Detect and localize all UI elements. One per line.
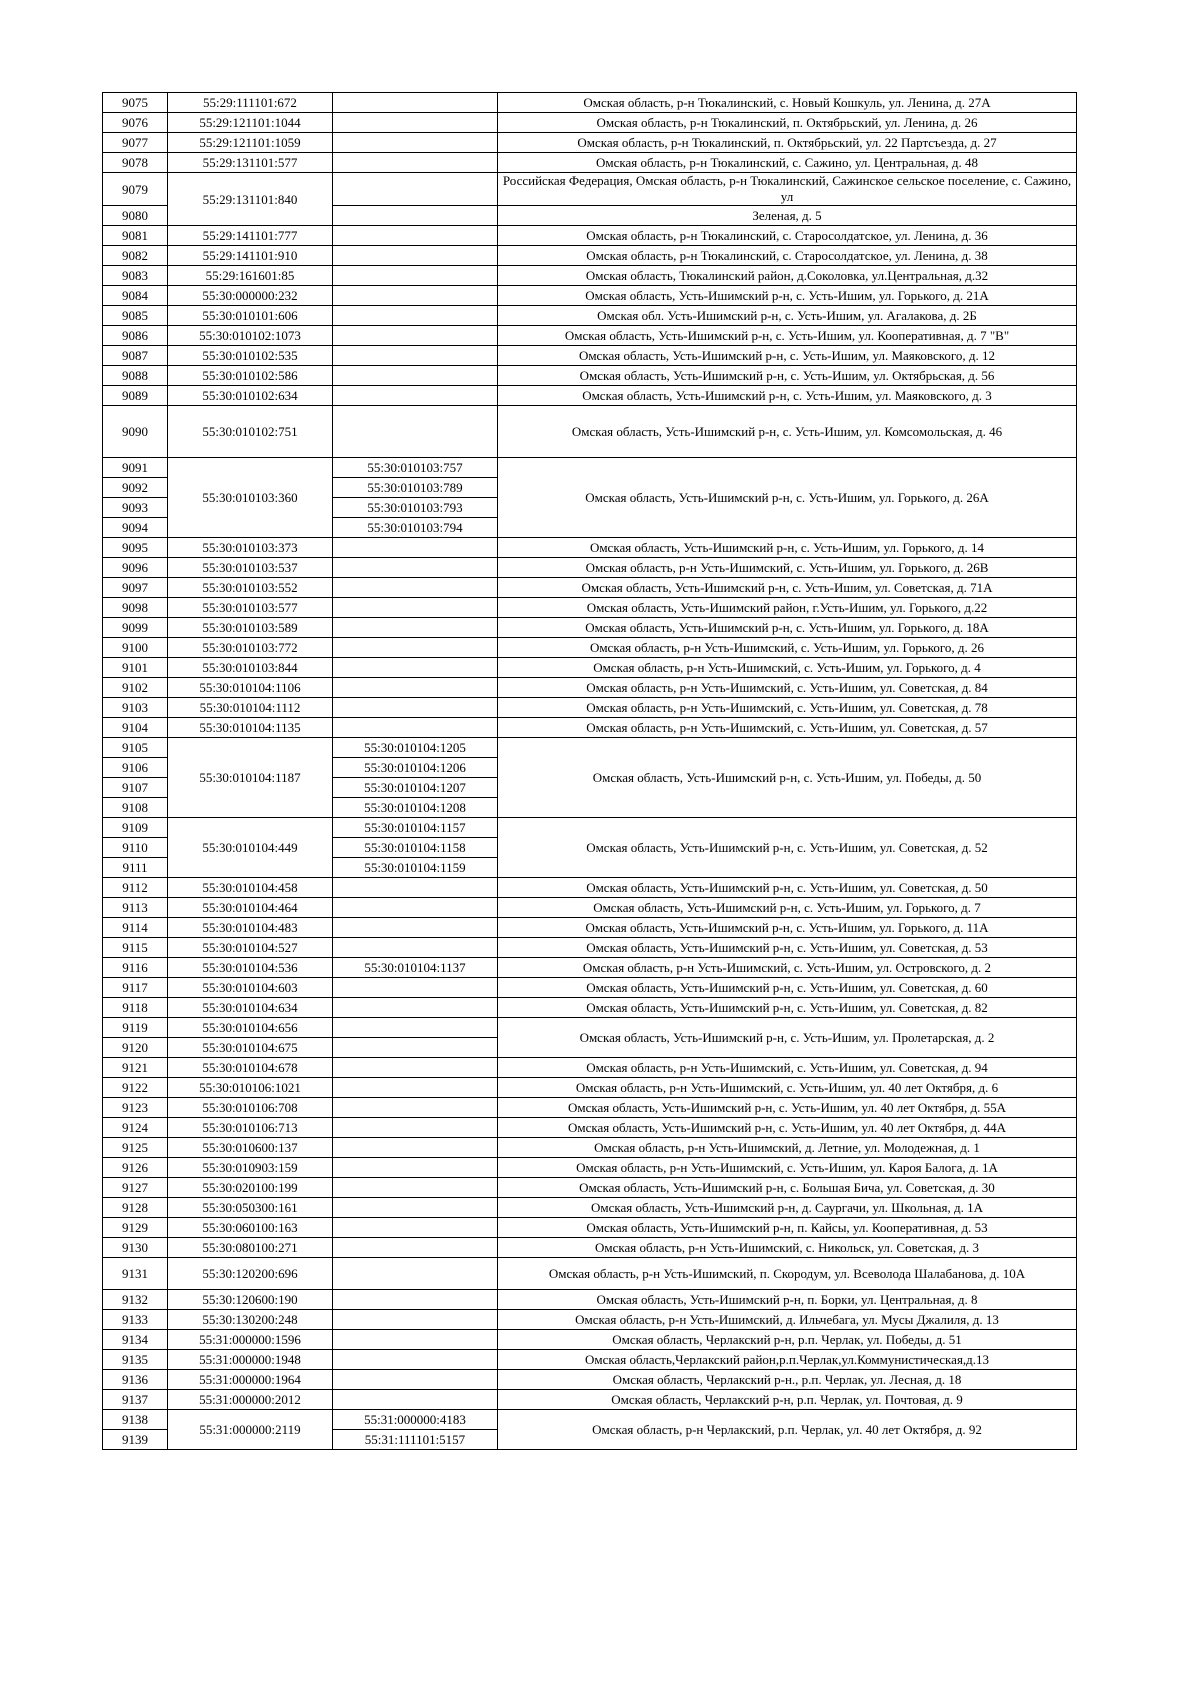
table-row (103, 93, 1077, 113)
cadastral-number-cell: 55:30:010102:535 (168, 346, 333, 366)
table-row (103, 326, 1077, 346)
number-cell: 9110 (103, 838, 168, 858)
number-cell: 9092 (103, 478, 168, 498)
table-row (103, 306, 1077, 326)
linked-cadastral-number-cell (333, 1198, 498, 1218)
table-row (103, 1410, 1077, 1430)
linked-cadastral-number-cell (333, 898, 498, 918)
cadastral-number-cell: 55:30:000000:232 (168, 286, 333, 306)
table-row (103, 898, 1077, 918)
number-cell: 9138 (103, 1410, 168, 1430)
number-cell: 9099 (103, 618, 168, 638)
number-cell: 9075 (103, 93, 168, 113)
address-cell: Омская область, Усть-Ишимский р-н, д. Саургачи, ул. Школьная, д. 1А (498, 1198, 1077, 1218)
table-row (103, 538, 1077, 558)
linked-cadastral-number-cell (333, 226, 498, 246)
address-cell: Омская область, р-н Усть-Ишимский, с. Усть-Ишим, ул. Советская, д. 94 (498, 1058, 1077, 1078)
linked-cadastral-number-cell (333, 538, 498, 558)
number-cell: 9124 (103, 1118, 168, 1138)
number-cell: 9114 (103, 918, 168, 938)
number-cell: 9104 (103, 718, 168, 738)
table-row (103, 958, 1077, 978)
cadastral-number-cell: 55:30:010104:449 (168, 818, 333, 878)
linked-cadastral-number-cell (333, 718, 498, 738)
number-cell: 9077 (103, 133, 168, 153)
table-row (103, 938, 1077, 958)
cadastral-number-cell: 55:30:010104:678 (168, 1058, 333, 1078)
table-row (103, 718, 1077, 738)
cadastral-number-cell: 55:30:010103:844 (168, 658, 333, 678)
number-cell: 9087 (103, 346, 168, 366)
number-cell: 9133 (103, 1310, 168, 1330)
number-cell: 9119 (103, 1018, 168, 1038)
number-cell: 9115 (103, 938, 168, 958)
address-cell: Омская область, Тюкалинский район, д.Соколовка, ул.Центральная, д.32 (498, 266, 1077, 286)
table-row (103, 1018, 1077, 1038)
cadastral-number-cell: 55:30:010103:577 (168, 598, 333, 618)
linked-cadastral-number-cell (333, 1038, 498, 1058)
linked-cadastral-number-cell (333, 1390, 498, 1410)
table-row (103, 458, 1077, 478)
table-row (103, 173, 1077, 206)
address-cell: Омская область, Усть-Ишимский р-н, с. Усть-Ишим, ул. Октябрьская, д. 56 (498, 366, 1077, 386)
cadastral-number-cell: 55:30:010104:1187 (168, 738, 333, 818)
linked-cadastral-number-cell: 55:30:010104:1206 (333, 758, 498, 778)
linked-cadastral-number-cell (333, 386, 498, 406)
linked-cadastral-number-cell (333, 1370, 498, 1390)
linked-cadastral-number-cell (333, 173, 498, 206)
linked-cadastral-number-cell (333, 346, 498, 366)
table-row (103, 598, 1077, 618)
address-cell: Омская область, р-н Усть-Ишимский, с. Усть-Ишим, ул. Советская, д. 57 (498, 718, 1077, 738)
linked-cadastral-number-cell (333, 1218, 498, 1238)
address-cell: Омская область, р-н Тюкалинский, п. Октябрьский, ул. Ленина, д. 26 (498, 113, 1077, 133)
number-cell: 9129 (103, 1218, 168, 1238)
table-row (103, 738, 1077, 758)
number-cell: 9134 (103, 1330, 168, 1350)
address-cell: Омская область, р-н Усть-Ишимский, с. Усть-Ишим, ул. Горького, д. 4 (498, 658, 1077, 678)
address-cell: Омская область, Усть-Ишимский р-н, с. Усть-Ишим, ул. Советская, д. 53 (498, 938, 1077, 958)
cadastral-number-cell: 55:30:010102:586 (168, 366, 333, 386)
cadastral-number-cell: 55:30:060100:163 (168, 1218, 333, 1238)
linked-cadastral-number-cell (333, 113, 498, 133)
linked-cadastral-number-cell: 55:31:111101:5157 (333, 1430, 498, 1450)
table-row (103, 1390, 1077, 1410)
cadastral-number-cell: 55:30:010104:603 (168, 978, 333, 998)
number-cell: 9118 (103, 998, 168, 1018)
number-cell: 9103 (103, 698, 168, 718)
table-row (103, 1138, 1077, 1158)
linked-cadastral-number-cell (333, 598, 498, 618)
cadastral-number-cell: 55:29:131101:577 (168, 153, 333, 173)
address-cell: Омская область, Усть-Ишимский р-н, с. Усть-Ишим, ул. Горького, д. 18А (498, 618, 1077, 638)
linked-cadastral-number-cell (333, 1058, 498, 1078)
table-row (103, 1178, 1077, 1198)
number-cell: 9120 (103, 1038, 168, 1058)
number-cell: 9096 (103, 558, 168, 578)
property-register-table (102, 92, 1077, 1450)
cadastral-number-cell: 55:29:161601:85 (168, 266, 333, 286)
address-cell: Омская область, Усть-Ишимский р-н, с. Усть-Ишим, ул. Горького, д. 7 (498, 898, 1077, 918)
linked-cadastral-number-cell (333, 1158, 498, 1178)
linked-cadastral-number-cell (333, 93, 498, 113)
address-cell: Омская область, р-н Тюкалинский, п. Октябрьский, ул. 22 Партсъезда, д. 27 (498, 133, 1077, 153)
linked-cadastral-number-cell (333, 978, 498, 998)
number-cell: 9106 (103, 758, 168, 778)
address-cell: Омская область, Усть-Ишимский р-н, с. Усть-Ишим, ул. Пролетарская, д. 2 (498, 1018, 1077, 1058)
linked-cadastral-number-cell (333, 406, 498, 458)
number-cell: 9090 (103, 406, 168, 458)
cadastral-number-cell: 55:30:010102:634 (168, 386, 333, 406)
number-cell: 9127 (103, 1178, 168, 1198)
address-cell: Омская область, Усть-Ишимский р-н, с. Усть-Ишим, ул. 40 лет Октября, д. 55А (498, 1098, 1077, 1118)
linked-cadastral-number-cell (333, 578, 498, 598)
cadastral-number-cell: 55:30:010104:483 (168, 918, 333, 938)
address-cell: Омская область, Черлакский р-н, р.п. Черлак, ул. Победы, д. 51 (498, 1330, 1077, 1350)
cadastral-number-cell: 55:30:010101:606 (168, 306, 333, 326)
number-cell: 9094 (103, 518, 168, 538)
cadastral-number-cell: 55:30:010102:751 (168, 406, 333, 458)
number-cell: 9080 (103, 206, 168, 226)
number-cell: 9095 (103, 538, 168, 558)
cadastral-number-cell: 55:30:010102:1073 (168, 326, 333, 346)
number-cell: 9107 (103, 778, 168, 798)
linked-cadastral-number-cell: 55:30:010103:794 (333, 518, 498, 538)
linked-cadastral-number-cell (333, 658, 498, 678)
cadastral-number-cell: 55:30:120200:696 (168, 1258, 333, 1290)
linked-cadastral-number-cell (333, 1118, 498, 1138)
cadastral-number-cell: 55:30:010103:589 (168, 618, 333, 638)
address-cell: Омская область, р-н Усть-Ишимский, с. Усть-Ишим, ул. Кароя Балога, д. 1А (498, 1158, 1077, 1178)
table-row (103, 346, 1077, 366)
linked-cadastral-number-cell (333, 878, 498, 898)
number-cell: 9121 (103, 1058, 168, 1078)
address-cell: Омская область, р-н Усть-Ишимский, с. Никольск, ул. Советская, д. 3 (498, 1238, 1077, 1258)
number-cell: 9135 (103, 1350, 168, 1370)
linked-cadastral-number-cell (333, 1290, 498, 1310)
table-row (103, 1098, 1077, 1118)
address-cell: Омская область, Усть-Ишимский р-н, с. Усть-Ишим, ул. Горького, д. 21А (498, 286, 1077, 306)
address-cell: Омская область, Усть-Ишимский р-н, с. Усть-Ишим, ул. Советская, д. 82 (498, 998, 1077, 1018)
cadastral-number-cell: 55:30:120600:190 (168, 1290, 333, 1310)
address-cell: Омская область, р-н Тюкалинский, с. Новый Кошкуль, ул. Ленина, д. 27А (498, 93, 1077, 113)
cadastral-number-cell: 55:30:010103:360 (168, 458, 333, 538)
cadastral-number-cell: 55:30:010106:1021 (168, 1078, 333, 1098)
address-cell: Омская область, Усть-Ишимский р-н, с. Усть-Ишим, ул. Горького, д. 26А (498, 458, 1077, 538)
cadastral-number-cell: 55:30:010903:159 (168, 1158, 333, 1178)
number-cell: 9093 (103, 498, 168, 518)
address-cell: Омская область, р-н Усть-Ишимский, с. Усть-Ишим, ул. Горького, д. 26В (498, 558, 1077, 578)
address-cell: Омская область, Усть-Ишимский р-н, с. Усть-Ишим, ул. Советская, д. 71А (498, 578, 1077, 598)
address-cell: Омская область, Усть-Ишимский р-н, с. Усть-Ишим, ул. Маяковского, д. 12 (498, 346, 1077, 366)
number-cell: 9111 (103, 858, 168, 878)
cadastral-number-cell: 55:29:121101:1044 (168, 113, 333, 133)
linked-cadastral-number-cell (333, 153, 498, 173)
cadastral-number-cell: 55:30:010104:458 (168, 878, 333, 898)
table-row (103, 1058, 1077, 1078)
address-cell: Омская область, р-н Усть-Ишимский, с. Усть-Ишим, ул. Горького, д. 26 (498, 638, 1077, 658)
table-row (103, 818, 1077, 838)
linked-cadastral-number-cell (333, 618, 498, 638)
number-cell: 9100 (103, 638, 168, 658)
address-cell: Омская область, Усть-Ишимский район, г.Усть-Ишим, ул. Горького, д.22 (498, 598, 1077, 618)
table-row (103, 1370, 1077, 1390)
cadastral-number-cell: 55:29:131101:840 (168, 173, 333, 226)
address-cell: Омская область, Усть-Ишимский р-н, с. Усть-Ишим, ул. Советская, д. 60 (498, 978, 1077, 998)
linked-cadastral-number-cell (333, 1350, 498, 1370)
linked-cadastral-number-cell (333, 558, 498, 578)
cadastral-number-cell: 55:31:000000:1596 (168, 1330, 333, 1350)
number-cell: 9113 (103, 898, 168, 918)
number-cell: 9097 (103, 578, 168, 598)
table-row (103, 406, 1077, 458)
linked-cadastral-number-cell (333, 638, 498, 658)
address-cell: Омская область, р-н Тюкалинский, с. Старосолдатское, ул. Ленина, д. 36 (498, 226, 1077, 246)
table-row (103, 1310, 1077, 1330)
number-cell: 9116 (103, 958, 168, 978)
number-cell: 9082 (103, 246, 168, 266)
address-cell: Омская область, р-н Усть-Ишимский, с. Усть-Ишим, ул. Островского, д. 2 (498, 958, 1077, 978)
linked-cadastral-number-cell: 55:30:010104:1137 (333, 958, 498, 978)
cadastral-number-cell: 55:31:000000:1964 (168, 1370, 333, 1390)
address-cell: Омская область, Усть-Ишимский р-н, с. Усть-Ишим, ул. Маяковского, д. 3 (498, 386, 1077, 406)
table-row (103, 1218, 1077, 1238)
address-cell: Омская область, р-н Усть-Ишимский, д. Летние, ул. Молодежная, д. 1 (498, 1138, 1077, 1158)
address-cell: Омская область, р-н Тюкалинский, с. Старосолдатское, ул. Ленина, д. 38 (498, 246, 1077, 266)
linked-cadastral-number-cell (333, 1310, 498, 1330)
cadastral-number-cell: 55:30:130200:248 (168, 1310, 333, 1330)
table-row (103, 226, 1077, 246)
cadastral-number-cell: 55:30:050300:161 (168, 1198, 333, 1218)
linked-cadastral-number-cell: 55:30:010103:757 (333, 458, 498, 478)
linked-cadastral-number-cell (333, 1078, 498, 1098)
address-cell: Омская область, р-н Усть-Ишимский, с. Усть-Ишим, ул. Советская, д. 78 (498, 698, 1077, 718)
linked-cadastral-number-cell: 55:30:010104:1207 (333, 778, 498, 798)
address-cell: Омская область, Усть-Ишимский р-н, с. Усть-Ишим, ул. 40 лет Октября, д. 44А (498, 1118, 1077, 1138)
number-cell: 9132 (103, 1290, 168, 1310)
table-body (103, 93, 1077, 1450)
linked-cadastral-number-cell (333, 306, 498, 326)
cadastral-number-cell: 55:30:020100:199 (168, 1178, 333, 1198)
number-cell: 9081 (103, 226, 168, 246)
cadastral-number-cell: 55:29:121101:1059 (168, 133, 333, 153)
address-cell: Омская область, р-н Усть-Ишимский, с. Усть-Ишим, ул. 40 лет Октября, д. 6 (498, 1078, 1077, 1098)
linked-cadastral-number-cell (333, 698, 498, 718)
linked-cadastral-number-cell (333, 1138, 498, 1158)
linked-cadastral-number-cell (333, 938, 498, 958)
cadastral-number-cell: 55:30:010106:708 (168, 1098, 333, 1118)
cadastral-number-cell: 55:30:010104:527 (168, 938, 333, 958)
address-cell: Омская обл. Усть-Ишимский р-н, с. Усть-Ишим, ул. Агалакова, д. 2Б (498, 306, 1077, 326)
number-cell: 9109 (103, 818, 168, 838)
number-cell: 9079 (103, 173, 168, 206)
table-row (103, 153, 1077, 173)
table-row (103, 1118, 1077, 1138)
number-cell: 9083 (103, 266, 168, 286)
number-cell: 9105 (103, 738, 168, 758)
address-cell: Зеленая, д. 5 (498, 206, 1077, 226)
address-cell: Российская Федерация, Омская область, р-н Тюкалинский, Сажинское сельское поселение, с. Сажино, ул (498, 173, 1077, 206)
linked-cadastral-number-cell (333, 1330, 498, 1350)
address-cell: Омская область, Усть-Ишимский р-н, с. Усть-Ишим, ул. Комсомольская, д. 46 (498, 406, 1077, 458)
cadastral-number-cell: 55:30:010104:1112 (168, 698, 333, 718)
linked-cadastral-number-cell (333, 246, 498, 266)
cadastral-number-cell: 55:30:010103:552 (168, 578, 333, 598)
cadastral-number-cell: 55:29:141101:910 (168, 246, 333, 266)
linked-cadastral-number-cell (333, 1178, 498, 1198)
number-cell: 9123 (103, 1098, 168, 1118)
address-cell: Омская область, Усть-Ишимский р-н, п. Кайсы, ул. Кооперативная, д. 53 (498, 1218, 1077, 1238)
address-cell: Омская область, Усть-Ишимский р-н, с. Усть-Ишим, ул. Советская, д. 50 (498, 878, 1077, 898)
linked-cadastral-number-cell (333, 206, 498, 226)
cadastral-number-cell: 55:31:000000:2012 (168, 1390, 333, 1410)
linked-cadastral-number-cell (333, 366, 498, 386)
address-cell: Омская область, Усть-Ишимский р-н, п. Борки, ул. Центральная, д. 8 (498, 1290, 1077, 1310)
number-cell: 9085 (103, 306, 168, 326)
table-row (103, 678, 1077, 698)
address-cell: Омская область, р-н Черлакский, р.п. Черлак, ул. 40 лет Октября, д. 92 (498, 1410, 1077, 1450)
table-row (103, 1198, 1077, 1218)
cadastral-number-cell: 55:30:010104:675 (168, 1038, 333, 1058)
cadastral-number-cell: 55:31:000000:1948 (168, 1350, 333, 1370)
address-cell: Омская область, р-н Усть-Ишимский, с. Усть-Ишим, ул. Советская, д. 84 (498, 678, 1077, 698)
address-cell: Омская область, Усть-Ишимский р-н, с. Усть-Ишим, ул. Кооперативная, д. 7 "В" (498, 326, 1077, 346)
table-row (103, 1078, 1077, 1098)
table-row (103, 133, 1077, 153)
cadastral-number-cell: 55:29:141101:777 (168, 226, 333, 246)
number-cell: 9139 (103, 1430, 168, 1450)
table-row (103, 286, 1077, 306)
cadastral-number-cell: 55:30:010104:536 (168, 958, 333, 978)
cadastral-number-cell: 55:30:010103:537 (168, 558, 333, 578)
linked-cadastral-number-cell (333, 1238, 498, 1258)
table-row (103, 618, 1077, 638)
linked-cadastral-number-cell: 55:30:010103:793 (333, 498, 498, 518)
table-row (103, 366, 1077, 386)
linked-cadastral-number-cell (333, 133, 498, 153)
number-cell: 9130 (103, 1238, 168, 1258)
table-row (103, 978, 1077, 998)
cadastral-number-cell: 55:30:010103:772 (168, 638, 333, 658)
linked-cadastral-number-cell (333, 998, 498, 1018)
address-cell: Омская область, р-н Усть-Ишимский, п. Скородум, ул. Всеволода Шалабанова, д. 10А (498, 1258, 1077, 1290)
linked-cadastral-number-cell (333, 918, 498, 938)
number-cell: 9131 (103, 1258, 168, 1290)
address-cell: Омская область, Усть-Ишимский р-н, с. Большая Бича, ул. Советская, д. 30 (498, 1178, 1077, 1198)
table-row (103, 246, 1077, 266)
number-cell: 9125 (103, 1138, 168, 1158)
table-row (103, 1290, 1077, 1310)
linked-cadastral-number-cell (333, 1018, 498, 1038)
table-row (103, 1238, 1077, 1258)
linked-cadastral-number-cell (333, 286, 498, 306)
number-cell: 9112 (103, 878, 168, 898)
table-row (103, 1350, 1077, 1370)
address-cell: Омская область, Усть-Ишимский р-н, с. Усть-Ишим, ул. Горького, д. 14 (498, 538, 1077, 558)
address-cell: Омская область,Черлакский район,р.п.Черлак,ул.Коммунистическая,д.13 (498, 1350, 1077, 1370)
table-row (103, 638, 1077, 658)
cadastral-number-cell: 55:31:000000:2119 (168, 1410, 333, 1450)
number-cell: 9122 (103, 1078, 168, 1098)
address-cell: Омская область, Усть-Ишимский р-н, с. Усть-Ишим, ул. Горького, д. 11А (498, 918, 1077, 938)
number-cell: 9101 (103, 658, 168, 678)
table-row (103, 386, 1077, 406)
table-row (103, 918, 1077, 938)
address-cell: Омская область, Усть-Ишимский р-н, с. Усть-Ишим, ул. Победы, д. 50 (498, 738, 1077, 818)
table-row (103, 998, 1077, 1018)
linked-cadastral-number-cell: 55:30:010104:1158 (333, 838, 498, 858)
linked-cadastral-number-cell: 55:30:010104:1205 (333, 738, 498, 758)
address-cell: Омская область, Усть-Ишимский р-н, с. Усть-Ишим, ул. Советская, д. 52 (498, 818, 1077, 878)
address-cell: Омская область, р-н Тюкалинский, с. Сажино, ул. Центральная, д. 48 (498, 153, 1077, 173)
number-cell: 9088 (103, 366, 168, 386)
cadastral-number-cell: 55:29:111101:672 (168, 93, 333, 113)
address-cell: Омская область, Черлакский р-н., р.п. Черлак, ул. Лесная, д. 18 (498, 1370, 1077, 1390)
address-cell: Омская область, р-н Усть-Ишимский, д. Ильчебага, ул. Мусы Джалиля, д. 13 (498, 1310, 1077, 1330)
number-cell: 9076 (103, 113, 168, 133)
linked-cadastral-number-cell (333, 1258, 498, 1290)
linked-cadastral-number-cell: 55:30:010104:1208 (333, 798, 498, 818)
cadastral-number-cell: 55:30:010104:464 (168, 898, 333, 918)
cadastral-number-cell: 55:30:010103:373 (168, 538, 333, 558)
linked-cadastral-number-cell: 55:30:010104:1159 (333, 858, 498, 878)
linked-cadastral-number-cell: 55:30:010103:789 (333, 478, 498, 498)
linked-cadastral-number-cell: 55:31:000000:4183 (333, 1410, 498, 1430)
number-cell: 9078 (103, 153, 168, 173)
table-row (103, 113, 1077, 133)
cadastral-number-cell: 55:30:010600:137 (168, 1138, 333, 1158)
linked-cadastral-number-cell (333, 1098, 498, 1118)
number-cell: 9091 (103, 458, 168, 478)
number-cell: 9084 (103, 286, 168, 306)
table-row (103, 658, 1077, 678)
cadastral-number-cell: 55:30:010104:656 (168, 1018, 333, 1038)
number-cell: 9136 (103, 1370, 168, 1390)
linked-cadastral-number-cell (333, 266, 498, 286)
linked-cadastral-number-cell (333, 326, 498, 346)
number-cell: 9089 (103, 386, 168, 406)
address-cell: Омская область, Черлакский р-н, р.п. Черлак, ул. Почтовая, д. 9 (498, 1390, 1077, 1410)
linked-cadastral-number-cell (333, 678, 498, 698)
cadastral-number-cell: 55:30:010104:1135 (168, 718, 333, 738)
table-row (103, 1258, 1077, 1290)
cadastral-number-cell: 55:30:010104:1106 (168, 678, 333, 698)
table-row (103, 878, 1077, 898)
table-row (103, 698, 1077, 718)
number-cell: 9108 (103, 798, 168, 818)
cadastral-number-cell: 55:30:080100:271 (168, 1238, 333, 1258)
cadastral-number-cell: 55:30:010106:713 (168, 1118, 333, 1138)
number-cell: 9098 (103, 598, 168, 618)
table-row (103, 1158, 1077, 1178)
number-cell: 9128 (103, 1198, 168, 1218)
table-row (103, 1330, 1077, 1350)
number-cell: 9102 (103, 678, 168, 698)
number-cell: 9117 (103, 978, 168, 998)
linked-cadastral-number-cell: 55:30:010104:1157 (333, 818, 498, 838)
number-cell: 9137 (103, 1390, 168, 1410)
number-cell: 9086 (103, 326, 168, 346)
cadastral-number-cell: 55:30:010104:634 (168, 998, 333, 1018)
table-row (103, 266, 1077, 286)
table-row (103, 558, 1077, 578)
number-cell: 9126 (103, 1158, 168, 1178)
table-row (103, 578, 1077, 598)
